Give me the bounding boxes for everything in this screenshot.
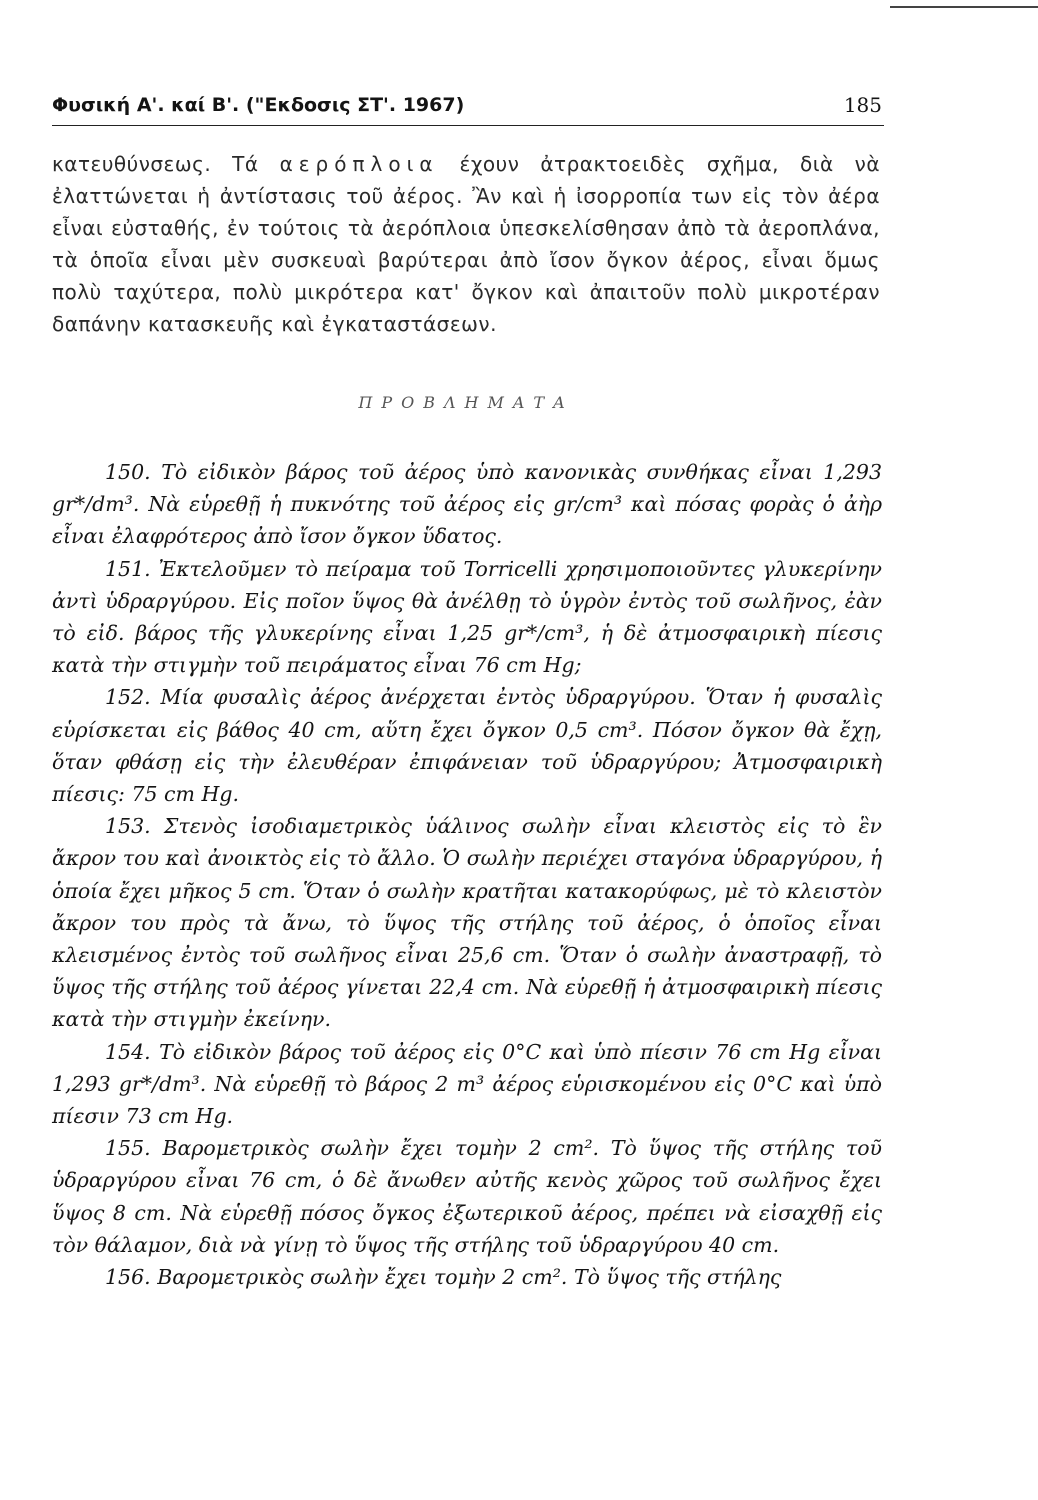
problem-text: Βαρομετρικὸς σωλὴν ἔχει τομὴν 2 cm². Τὸ ὕψος τῆς στήλης xyxy=(157,1265,782,1290)
problem-151 xyxy=(52,553,882,682)
problem-150 xyxy=(52,456,882,553)
intro-spaced-word: αερόπλοια xyxy=(279,152,439,176)
problem-number: 151. xyxy=(105,556,151,581)
problem-text: Τὸ εἰδικὸν βάρος τοῦ ἀέρος ὑπὸ κανονικὰς συνθήκας εἶναι 1,293 gr*/dm³. Νὰ εὑρεθῇ ἡ πυκνότης τοῦ ἀέρος εἰς gr/cm³ καὶ πόσας φορὰς ὁ ἀὴρ εἶναι ἐλαφρότερος ἀπὸ ἴσον ὄγκον ὕδατος. xyxy=(52,460,882,549)
problem-153 xyxy=(52,810,882,1035)
intro-part-2: έχουν ἀτρακτοειδὲς σχῆμα, διὰ νὰ ἐλαττώνεται ἡ ἀντίστασις τοῦ ἀέρος. Ἂν καὶ ἡ ἰσορροπία των εἰς τὸν ἀέρα εἶναι εὐσταθής, ἐν τούτοις τὰ ἀερόπλοια ὑπεσκελίσθησαν ἀπὸ τὰ ἀεροπλάνα, τὰ ὁποῖα εἶναι μὲν συσκευαὶ βαρύτεραι ἀπὸ ἴσον ὄγκον ἀέρος, εἶναι ὅμως πολὺ ταχύτερα, πολὺ μικρότερα κατ' ὄγκον καὶ ἀπαιτοῦν πολὺ μικροτέραν δαπάνην κατασκευῆς καὶ ἐγκαταστάσεων. xyxy=(52,152,881,336)
problem-number: 152. xyxy=(105,685,151,710)
page-number: 185 xyxy=(843,93,882,117)
problem-156 xyxy=(52,1261,882,1293)
problem-number: 155. xyxy=(105,1136,151,1161)
section-title: ΠΡΟΒΛΗΜΑΤΑ xyxy=(358,393,574,412)
problem-text: Βαρομετρικὸς σωλὴν ἔχει τομὴν 2 cm². Τὸ ὕψος τῆς στήλης τοῦ ὑδραργύρου εἶναι 76 cm, ὁ δὲ ἄνωθεν αὐτῆς κενὸς χῶρος τοῦ σωλῆνος ἔχει ὕψος 8 cm. Νὰ εὑρεθῇ πόσος ὄγκος ἐξωτερικοῦ ἀέρος, πρέπει νὰ εἰσαχθῇ εἰς τὸν θάλαμον, διὰ νὰ γίνῃ τὸ ὕψος τῆς στήλης τοῦ ὑδραργύρου 40 cm. xyxy=(52,1136,882,1257)
problem-text: Μία φυσαλὶς ἀέρος ἀνέρχεται ἐντὸς ὑδραργύρου. Ὅταν ἡ φυσαλὶς εὑρίσκεται εἰς βάθος 40 cm, αὕτη ἔχει ὄγκον 0,5 cm³. Πόσον ὄγκον θὰ ἔχῃ, ὅταν φθάσῃ εἰς τὴν ἐλευθέραν ἐπιφάνειαν τοῦ ὑδραργύρου; Ἀτμοσφαιρικὴ πίεσις: 75 cm Hg. xyxy=(52,685,882,807)
problem-text: Ἐκτελοῦμεν τὸ πείραμα τοῦ Torricelli χρησιμοποιοῦντες γλυκερίνην ἀντὶ ὑδραργύρου. Εἰς ποῖον ὕψος θὰ ἀνέλθῃ τὸ ὑγρὸν ἐντὸς τοῦ σωλῆνος, ἐὰν τὸ εἰδ. βάρος τῆς γλυκερίνης εἶναι 1,25 gr*/cm³, ἡ δὲ ἀτμοσφαιρικὴ πίεσις κατὰ τὴν στιγμὴν τοῦ πειράματος εἶναι 76 cm Hg; xyxy=(52,556,882,678)
problem-number: 156. xyxy=(105,1265,151,1290)
problem-text: Τὸ εἰδικὸν βάρος τοῦ ἀέρος εἰς 0°C καὶ ὑπὸ πίεσιν 76 cm Hg εἶναι 1,293 gr*/dm³. Νὰ εὑρεθῇ τὸ βάρος 2 m³ ἀέρος εὑρισκομένου εἰς 0°C καὶ ὑπὸ πίεσιν 73 cm Hg. xyxy=(52,1039,882,1129)
problem-155 xyxy=(52,1132,882,1261)
intro-part-1: κατευθύνσεως. Τά xyxy=(52,152,280,176)
problem-number: 153. xyxy=(105,814,151,839)
header-rule xyxy=(52,125,884,126)
problem-152 xyxy=(52,681,882,810)
problem-number: 154. xyxy=(105,1039,151,1064)
running-title: Φυσική Α'. καί Β'. ("Εκδοσις ΣΤ'. 1967) xyxy=(52,94,465,116)
problem-text: Στενὸς ἰσοδιαμετρικὸς ὑάλινος σωλὴν εἶναι κλειστὸς εἰς τὸ ἓν ἄκρον του καὶ ἀνοικτὸς εἰς τὸ ἄλλο. Ὁ σωλὴν περιέχει σταγόνα ὑδραργύρου, ἡ ὁποία ἔχει μῆκος 5 cm. Ὅταν ὁ σωλὴν κρατῆται κατακορύφως, μὲ τὸ κλειστὸν ἄκρον του πρὸς τὰ ἄνω, τὸ ὕψος τῆς στήλης τοῦ ἀέρος, ὁ ὁποῖος εἶναι κλεισμένος ἐντὸς τοῦ σωλῆνος εἶναι 25,6 cm. Ὅταν ὁ σωλὴν ἀναστραφῇ, τὸ ὕψος τῆς στήλης τοῦ ἀέρος γίνεται 22,4 cm. Νὰ εὑρεθῇ ἡ ἀτμοσφαιρικὴ πίεσις κατὰ τὴν στιγμὴν ἐκείνην. xyxy=(52,814,882,1032)
problem-154 xyxy=(52,1036,882,1133)
running-header xyxy=(52,88,882,122)
intro-paragraph xyxy=(52,148,880,340)
problems-list xyxy=(52,456,882,1293)
top-edge-rule xyxy=(890,6,1038,8)
problem-number: 150. xyxy=(105,460,151,484)
